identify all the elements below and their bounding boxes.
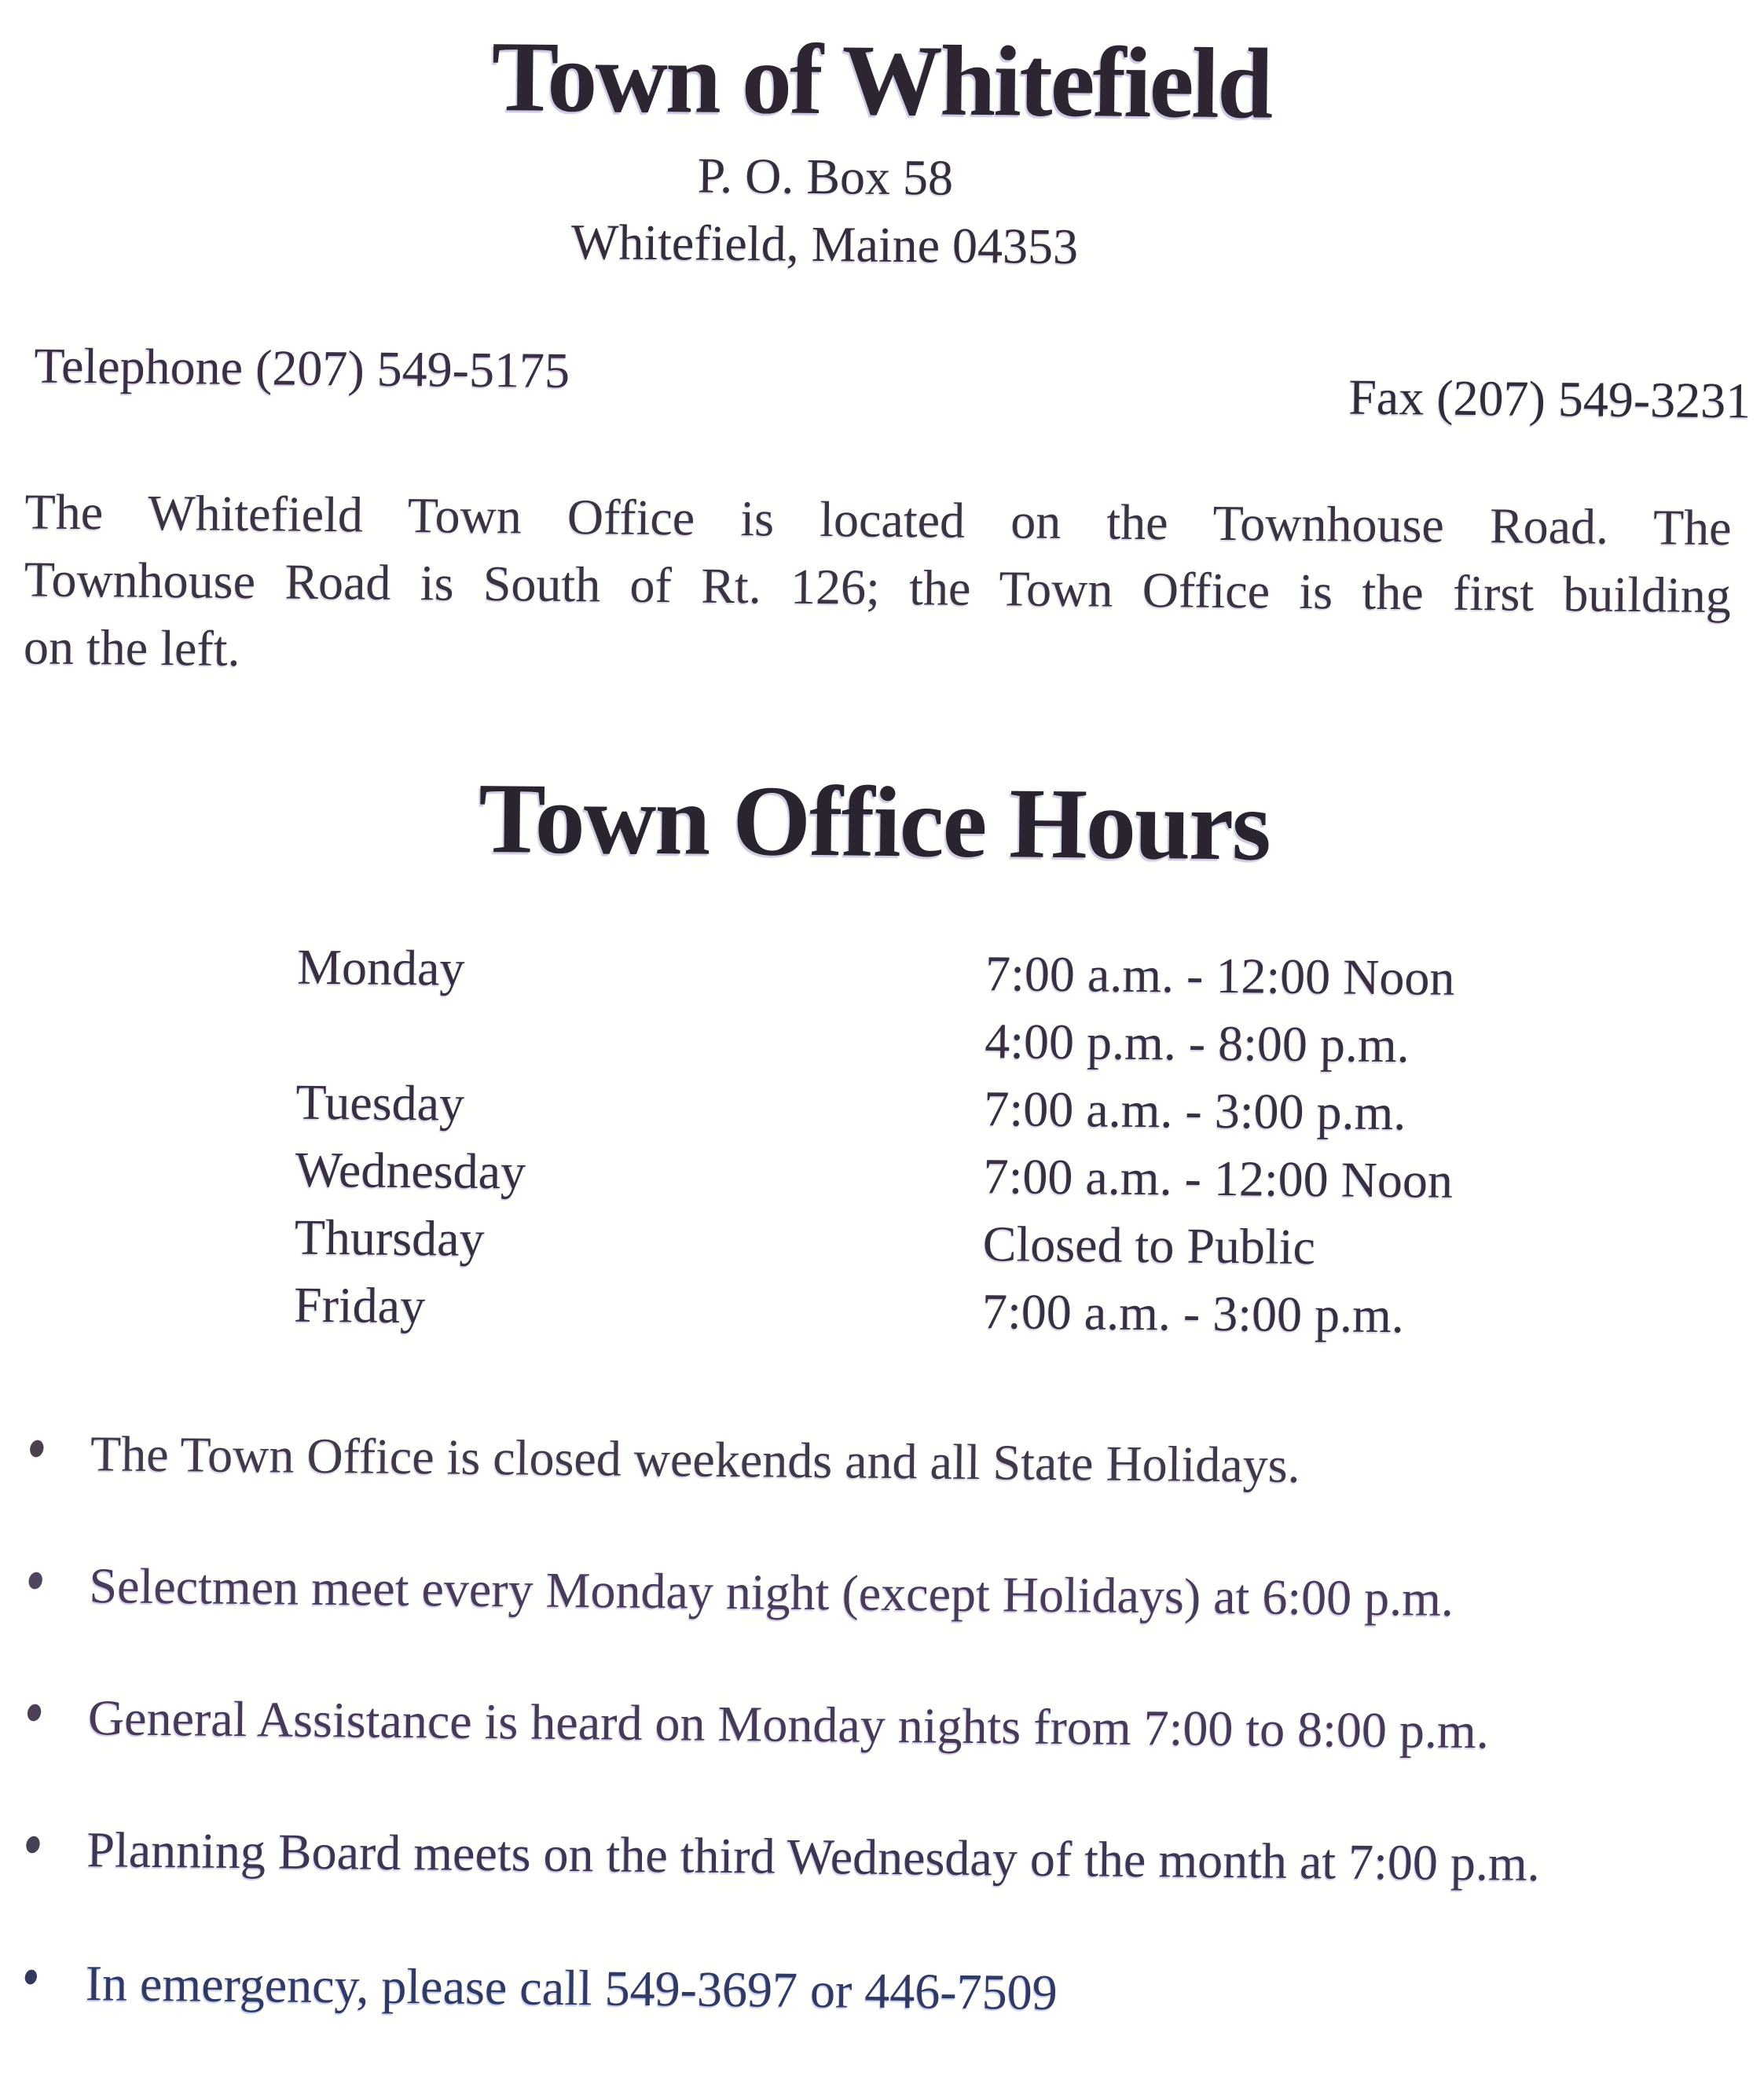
bullet-item — [0, 1556, 1749, 1631]
bullet-item — [0, 1424, 1751, 1499]
bullet-dot-icon — [27, 1571, 44, 1591]
bullet-text: In emergency, please call 549-3697 or 446-7509 — [85, 1955, 1058, 2021]
bullet-item — [0, 1820, 1747, 1895]
day-cell: Monday — [296, 938, 465, 996]
bullet-text: The Town Office is closed weekends and all State Holidays. — [90, 1425, 1300, 1493]
time-cell: 7:00 a.m. - 12:00 Noon — [983, 1148, 1454, 1209]
address-block — [0, 134, 1707, 287]
hours-heading: Town Office Hours — [478, 761, 1271, 882]
time-cell: Closed to Public — [982, 1216, 1316, 1275]
time-cell: 7:00 a.m. - 3:00 p.m. — [984, 1080, 1406, 1141]
bullet-dot-icon — [24, 1835, 42, 1855]
bullet-dot-icon — [24, 1968, 39, 1986]
time-cell: 7:00 a.m. - 12:00 Noon — [985, 945, 1455, 1006]
bullet-dot-icon — [28, 1439, 46, 1459]
page-title: Town of Whitefield — [491, 20, 1271, 140]
po-box-line: P. O. Box 58 — [697, 147, 954, 206]
day-cell: Wednesday — [295, 1141, 526, 1200]
fax-line: Fax (207) 549-3231 — [1348, 369, 1751, 429]
bullet-text: General Assistance is heard on Monday nights from 7:00 to 8:00 p.m. — [87, 1689, 1490, 1759]
paragraph-line: on the left. — [23, 618, 240, 677]
telephone-line: Telephone (207) 549-5175 — [34, 337, 570, 398]
location-paragraph — [24, 478, 1732, 697]
hours-table — [0, 935, 1755, 1358]
bullet-text: Selectmen meet every Monday night (except Holidays) at 6:00 p.m. — [89, 1557, 1454, 1627]
bullet-item — [0, 1688, 1747, 1763]
time-cell: 4:00 p.m. - 8:00 p.m. — [985, 1013, 1410, 1073]
time-cell: 7:00 a.m. - 3:00 p.m. — [981, 1283, 1405, 1344]
day-cell: Friday — [293, 1276, 426, 1334]
day-cell: Tuesday — [295, 1073, 465, 1132]
day-cell: Thursday — [294, 1209, 485, 1267]
bullet-item — [0, 1953, 1745, 2029]
bullet-dot-icon — [26, 1703, 43, 1723]
paragraph-line: Townhouse Road is South of Rt. 126; the Town Office is the first building — [24, 551, 1732, 624]
city-state-zip-line: Whitefield, Maine 04353 — [570, 213, 1079, 275]
paragraph-line: The Whitefield Town Office is located on the Townhouse Road. The — [24, 483, 1732, 556]
bullet-text: Planning Board meets on the third Wednesday of the month at 7:00 p.m. — [86, 1821, 1541, 1891]
